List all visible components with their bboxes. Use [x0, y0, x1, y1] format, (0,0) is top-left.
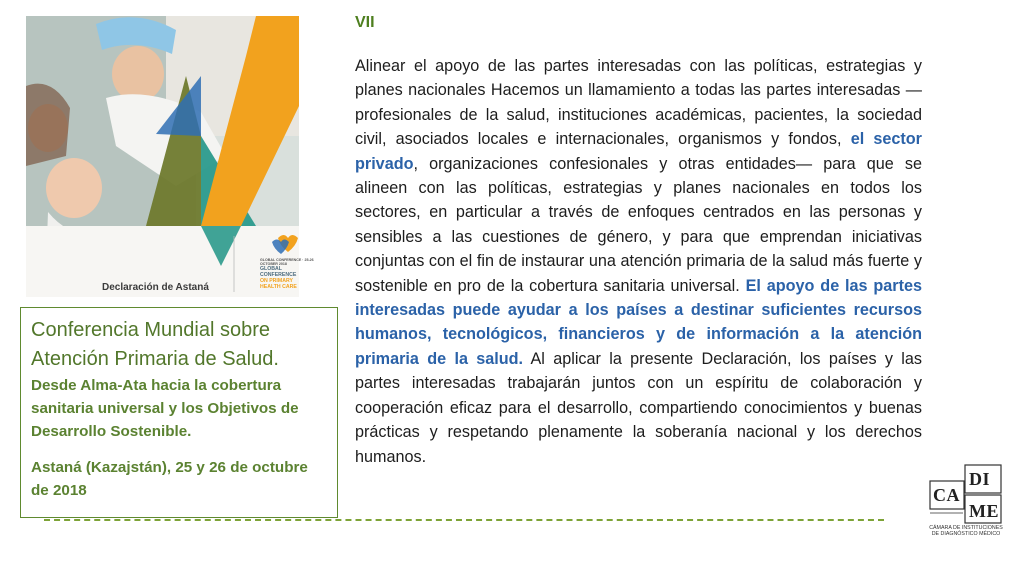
logo-subtitle: CÁMARA DE INSTITUCIONES DE DIAGNÓSTICO MÉDICO — [929, 525, 1003, 537]
cover-illustration — [26, 16, 299, 297]
cover-conference-line: GLOBAL — [260, 266, 282, 272]
section-paragraph — [355, 54, 922, 469]
logo-di: DI — [969, 469, 991, 489]
dashed-divider — [44, 519, 884, 521]
paragraph-text: Al aplicar la presente Declaración, los países y las partes interesadas trabajarán juntos con un espíritu de colaboración y cooperación eficaz para el desarrollo, compartiendo conocimientos y buenas prácticas y respetando plenamente la soberanía nacional y los derechos humanos. — [355, 349, 922, 466]
conference-subtitle: Desde Alma-Ata hacia la cobertura sanitaria universal y los Objetivos de Desarrollo Sostenible. — [31, 377, 299, 440]
conference-title: Conferencia Mundial sobre Atención Primaria de Salud. — [31, 319, 279, 370]
conference-date: Astaná (Kazajstán), 25 y 26 de octubre de 2018 — [31, 459, 308, 499]
logo-me: ME — [969, 501, 999, 521]
highlight-private-sector: el sector privado — [355, 130, 922, 173]
declaration-cover-image — [26, 16, 314, 297]
logo-ca: CA — [933, 485, 960, 505]
paragraph-text: Alinear el apoyo de las partes interesadas con las políticas, estrategias y planes nacionales Hacemos un llamamiento a todas las partes interesadas —profesionales de la salud, instituciones académicas, pacientes, la sociedad civil, asociados locales e internacionales, organismos y fondos, — [355, 57, 922, 149]
cover-conference-line: ON PRIMARY — [260, 278, 293, 284]
highlight-stakeholder-support: El apoyo de las partes interesadas puede ayudar a los países a destinar suficientes recursos humanos, tecnológicos, financieros y de información a la atención primaria de la salud. — [355, 276, 923, 368]
cover-caption: Declaración de Astaná — [102, 282, 209, 293]
cadime-logo — [929, 463, 1003, 549]
cover-conference-line: HEALTH CARE — [260, 284, 297, 290]
section-number: VII — [355, 14, 375, 31]
cover-conference-label — [260, 258, 320, 290]
cover-conference-dates: GLOBAL CONFERENCE · 25-26 OCTOBER 2018 — [260, 258, 314, 266]
conference-info-box — [20, 307, 338, 518]
paragraph-text: , organizaciones confesionales y otras entidades— para que se alineen con las políticas, estrategias y planes nacionales en todos los sectores, en particular a través de enfoques centrados en las personas y sensibles a las cuestiones de género, y para que emprendan iniciativas conjuntas con el fin de instaurar una atención primaria de la salud más fuerte y sostenible en pro de la cobertura sanitaria universal. — [355, 154, 922, 295]
cover-conference-line: CONFERENCE — [260, 272, 297, 278]
